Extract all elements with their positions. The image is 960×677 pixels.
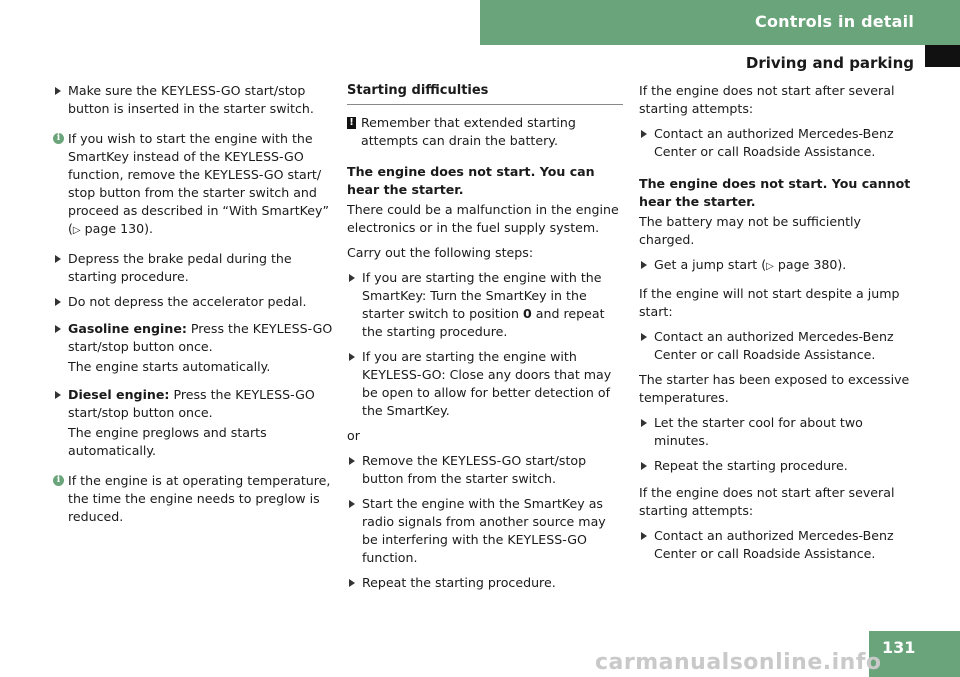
column-right — [639, 82, 919, 570]
column-left — [53, 82, 333, 536]
page-ref-triangle-icon: ▷ — [72, 225, 81, 236]
instruction-item: Contact an authorized Mercedes-Benz Center or call Roadside Assistance. — [639, 527, 919, 563]
instruction-item: Contact an authorized Mercedes-Benz Center or call Roadside Assistance. — [639, 328, 919, 364]
paragraph: The battery may not be sufficiently charged. — [639, 214, 861, 247]
warning-note: ! Remember that extended starting attempts can drain the battery. — [347, 114, 623, 150]
page-number: 131 — [882, 638, 916, 657]
info-icon: i — [53, 133, 64, 144]
paragraph: The starter has been exposed to excessive temperatures. — [639, 372, 910, 405]
section-heading: Starting difficulties — [347, 82, 623, 105]
result-text: The engine starts automatically. — [68, 359, 271, 374]
watermark: carmanualsonline.info — [595, 650, 882, 675]
instruction-item: Depress the brake pedal during the starting procedure. — [53, 250, 333, 286]
instruction-item: Contact an authorized Mercedes-Benz Center or call Roadside Assistance. — [639, 125, 919, 161]
instruction-item-gasoline: Gasoline engine: Press the KEYLESS-GO start/stop button once. — [53, 320, 333, 356]
instruction-item: Make sure the KEYLESS-GO start/stop button is inserted in the starter switch. — [53, 82, 333, 118]
paragraph: or — [347, 428, 360, 443]
instruction-item: Repeat the starting procedure. — [347, 574, 623, 592]
instruction-item: Repeat the starting procedure. — [639, 457, 919, 475]
instruction-item: If you are starting the engine with KEYLESS-GO: Close any doors that may be open to allow for better detection of the SmartKey. — [347, 348, 623, 420]
instruction-item: Let the starter cool for about two minutes. — [639, 414, 919, 450]
subsection-title: Driving and parking — [745, 54, 914, 72]
subheading: The engine does not start. You cannot hear the starter. — [639, 176, 911, 209]
instruction-item: Start the engine with the SmartKey as radio signals from another source may be interfering with the KEYLESS-GO function. — [347, 495, 623, 567]
paragraph: If the engine does not start after several starting attempts: — [639, 485, 895, 518]
info-icon: i — [53, 475, 64, 486]
result-text: The engine preglows and starts automatically. — [68, 425, 267, 458]
instruction-item: Do not depress the accelerator pedal. — [53, 293, 333, 311]
section-title: Controls in detail — [755, 12, 914, 31]
page-ref-triangle-icon: ▷ — [766, 261, 774, 272]
subheading: The engine does not start. You can hear the starter. — [347, 164, 595, 197]
info-note: i If you wish to start the engine with the SmartKey instead of the KEYLESS-GO function, remove the KEYLESS-GO start/ stop button from the starter switch and proceed as described in “With SmartKey” (▷ page 130). — [53, 130, 333, 240]
instruction-item-diesel: Diesel engine: Press the KEYLESS-GO start/stop button once. — [53, 386, 333, 422]
instruction-item: Remove the KEYLESS-GO start/stop button from the starter switch. — [347, 452, 623, 488]
paragraph: There could be a malfunction in the engine electronics or in the fuel supply system. — [347, 202, 619, 235]
paragraph: If the engine will not start despite a jump start: — [639, 286, 900, 319]
column-middle — [347, 82, 623, 599]
subsection-marker — [925, 45, 960, 67]
instruction-item: If you are starting the engine with the SmartKey: Turn the SmartKey in the starter switch to position 0 and repeat the starting procedure. — [347, 269, 623, 341]
instruction-item: Get a jump start (▷ page 380). — [639, 256, 919, 276]
warning-icon: ! — [347, 117, 356, 129]
paragraph: If the engine does not start after several starting attempts: — [639, 83, 895, 116]
paragraph: Carry out the following steps: — [347, 245, 534, 260]
info-note: i If the engine is at operating temperature, the time the engine needs to preglow is reduced. — [53, 472, 333, 526]
